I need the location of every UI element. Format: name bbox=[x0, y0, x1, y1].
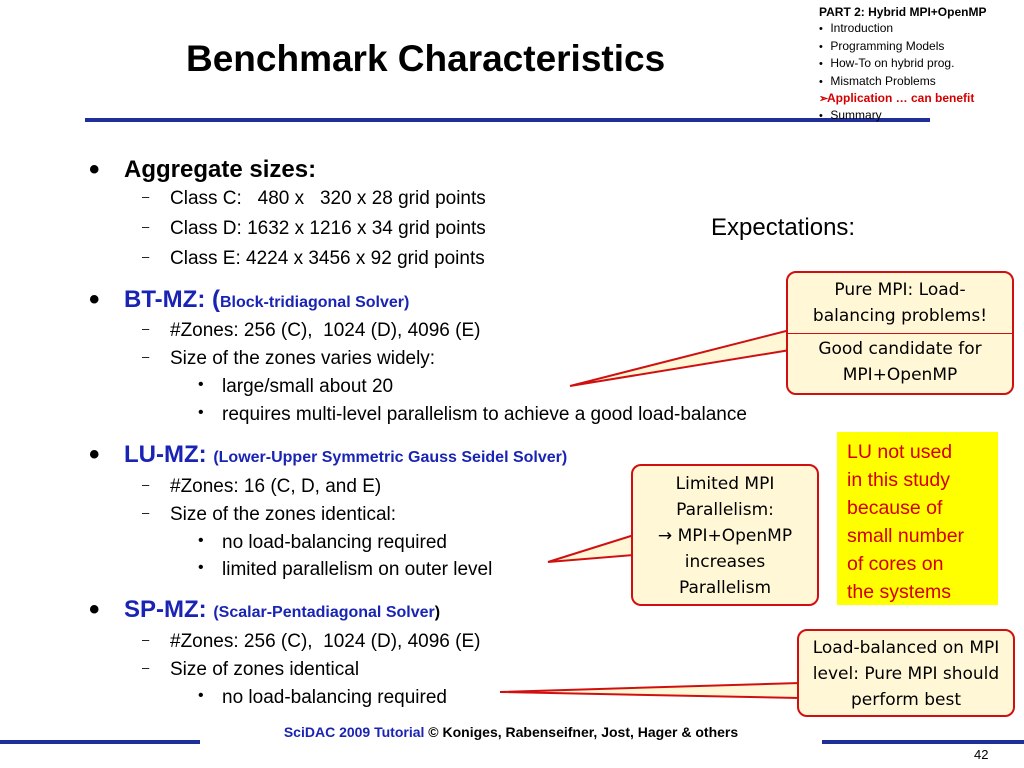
item-text: Class E: 4224 x 3456 x 92 grid points bbox=[170, 248, 485, 269]
bullet-icon: • bbox=[819, 75, 823, 88]
bullet-icon: • bbox=[198, 404, 204, 421]
lu-note-box bbox=[837, 432, 998, 605]
note-line: in this study bbox=[847, 469, 950, 491]
arrow-bullet-icon: ➢ bbox=[819, 93, 829, 106]
bullet-icon: • bbox=[198, 376, 204, 393]
dash-icon: – bbox=[142, 505, 150, 520]
outline-item-label: Introduction bbox=[830, 21, 894, 36]
dash-icon: – bbox=[142, 189, 150, 204]
callout-line: increases bbox=[684, 552, 766, 572]
outline-item-label: Mismatch Problems bbox=[830, 73, 936, 88]
bullet-icon: • bbox=[89, 593, 100, 626]
callout-line: perform best bbox=[850, 690, 962, 710]
aggregate-heading: Aggregate sizes: bbox=[124, 156, 317, 183]
item-text: Class C: 480 x 320 x 28 grid points bbox=[170, 188, 486, 209]
bullet-icon: • bbox=[819, 40, 823, 53]
lu-callout bbox=[631, 464, 819, 606]
bullet-icon: • bbox=[819, 58, 823, 71]
note-line: because of bbox=[847, 497, 943, 519]
bullet-icon: • bbox=[89, 438, 100, 471]
callout-line: Good candidate for bbox=[818, 339, 982, 359]
item-text: Size of zones identical bbox=[170, 659, 360, 680]
callout-line: Parallelism bbox=[678, 578, 772, 598]
outline-item-label: Application … can benefit bbox=[827, 91, 975, 106]
bt-name: BT-MZ: ( bbox=[124, 286, 220, 313]
callout-line: Parallelism: bbox=[676, 500, 774, 520]
sp-name: SP-MZ: bbox=[124, 596, 207, 623]
lu-name: LU-MZ: bbox=[124, 441, 207, 468]
footer-credit bbox=[200, 724, 822, 740]
footer-event: SciDAC 2009 Tutorial bbox=[283, 724, 425, 740]
note-line: small number bbox=[847, 525, 965, 547]
lu-desc: (Lower-Upper Symmetric Gauss Seidel Solver) bbox=[213, 449, 568, 466]
callout-line: level: Pure MPI should bbox=[812, 664, 1000, 684]
sp-callout-pointer bbox=[500, 683, 799, 698]
bullet-icon: • bbox=[819, 23, 823, 36]
dash-icon: – bbox=[142, 321, 150, 336]
outline-header: PART 2: Hybrid MPI+OpenMP bbox=[819, 5, 987, 19]
sp-callout bbox=[797, 629, 1015, 717]
dash-icon: – bbox=[142, 249, 150, 264]
outline-item-label: Summary bbox=[830, 108, 882, 123]
note-line: of cores on bbox=[847, 553, 944, 575]
bullet-icon: • bbox=[89, 283, 100, 316]
callout-line: Pure MPI: Load- bbox=[834, 280, 966, 300]
note-line: the systems bbox=[847, 581, 952, 603]
bt-callout bbox=[786, 271, 1014, 395]
item-text: large/small about 20 bbox=[222, 376, 394, 397]
bt-callout-pointer bbox=[570, 330, 790, 386]
dash-icon: – bbox=[142, 349, 150, 364]
footer-authors: © Koniges, Rabenseifner, Jost, Hager & others bbox=[424, 724, 739, 740]
item-text: #Zones: 256 (C), 1024 (D), 4096 (E) bbox=[170, 320, 481, 341]
bullet-icon: • bbox=[89, 153, 100, 186]
sp-desc-end: ) bbox=[434, 604, 441, 621]
expectations-label: Expectations: bbox=[711, 214, 856, 241]
item-text: requires multi-level parallelism to achieve a good load-balance bbox=[222, 404, 747, 425]
item-text: Size of the zones identical: bbox=[170, 504, 397, 525]
dash-icon: – bbox=[142, 632, 150, 647]
dash-icon: – bbox=[142, 660, 150, 675]
bullet-icon: • bbox=[198, 559, 204, 576]
callout-line: MPI+OpenMP bbox=[842, 365, 958, 385]
item-text: #Zones: 256 (C), 1024 (D), 4096 (E) bbox=[170, 631, 481, 652]
dash-icon: – bbox=[142, 477, 150, 492]
dash-icon: – bbox=[142, 219, 150, 234]
lu-callout-pointer bbox=[548, 535, 634, 562]
bullet-icon: • bbox=[819, 110, 823, 123]
item-text: no load-balancing required bbox=[222, 687, 447, 708]
outline-item-label: How-To on hybrid prog. bbox=[830, 56, 955, 71]
callout-line: Limited MPI bbox=[675, 474, 775, 494]
callout-line: → MPI+OpenMP bbox=[657, 526, 793, 546]
item-text: no load-balancing required bbox=[222, 532, 447, 553]
item-text: Class D: 1632 x 1216 x 34 grid points bbox=[170, 218, 486, 239]
bt-desc: Block-tridiagonal Solver) bbox=[219, 294, 410, 311]
note-line: LU not used bbox=[847, 441, 953, 463]
footer-rule-left bbox=[0, 740, 200, 744]
bullet-icon: • bbox=[198, 687, 204, 704]
callout-line: Load-balanced on MPI bbox=[812, 638, 1000, 658]
item-text: #Zones: 16 (C, D, and E) bbox=[170, 476, 382, 497]
bullet-icon: • bbox=[198, 532, 204, 549]
slide-title: Benchmark Characteristics bbox=[186, 38, 666, 79]
outline-item-label: Programming Models bbox=[830, 38, 945, 53]
callout-line: balancing problems! bbox=[812, 306, 988, 326]
item-text: limited parallelism on outer level bbox=[222, 559, 493, 580]
page-number: 42 bbox=[974, 747, 989, 762]
item-text: Size of the zones varies widely: bbox=[170, 348, 436, 369]
footer-rule-right bbox=[822, 740, 1024, 744]
sp-desc: (Scalar-Pentadiagonal Solver bbox=[213, 604, 435, 621]
